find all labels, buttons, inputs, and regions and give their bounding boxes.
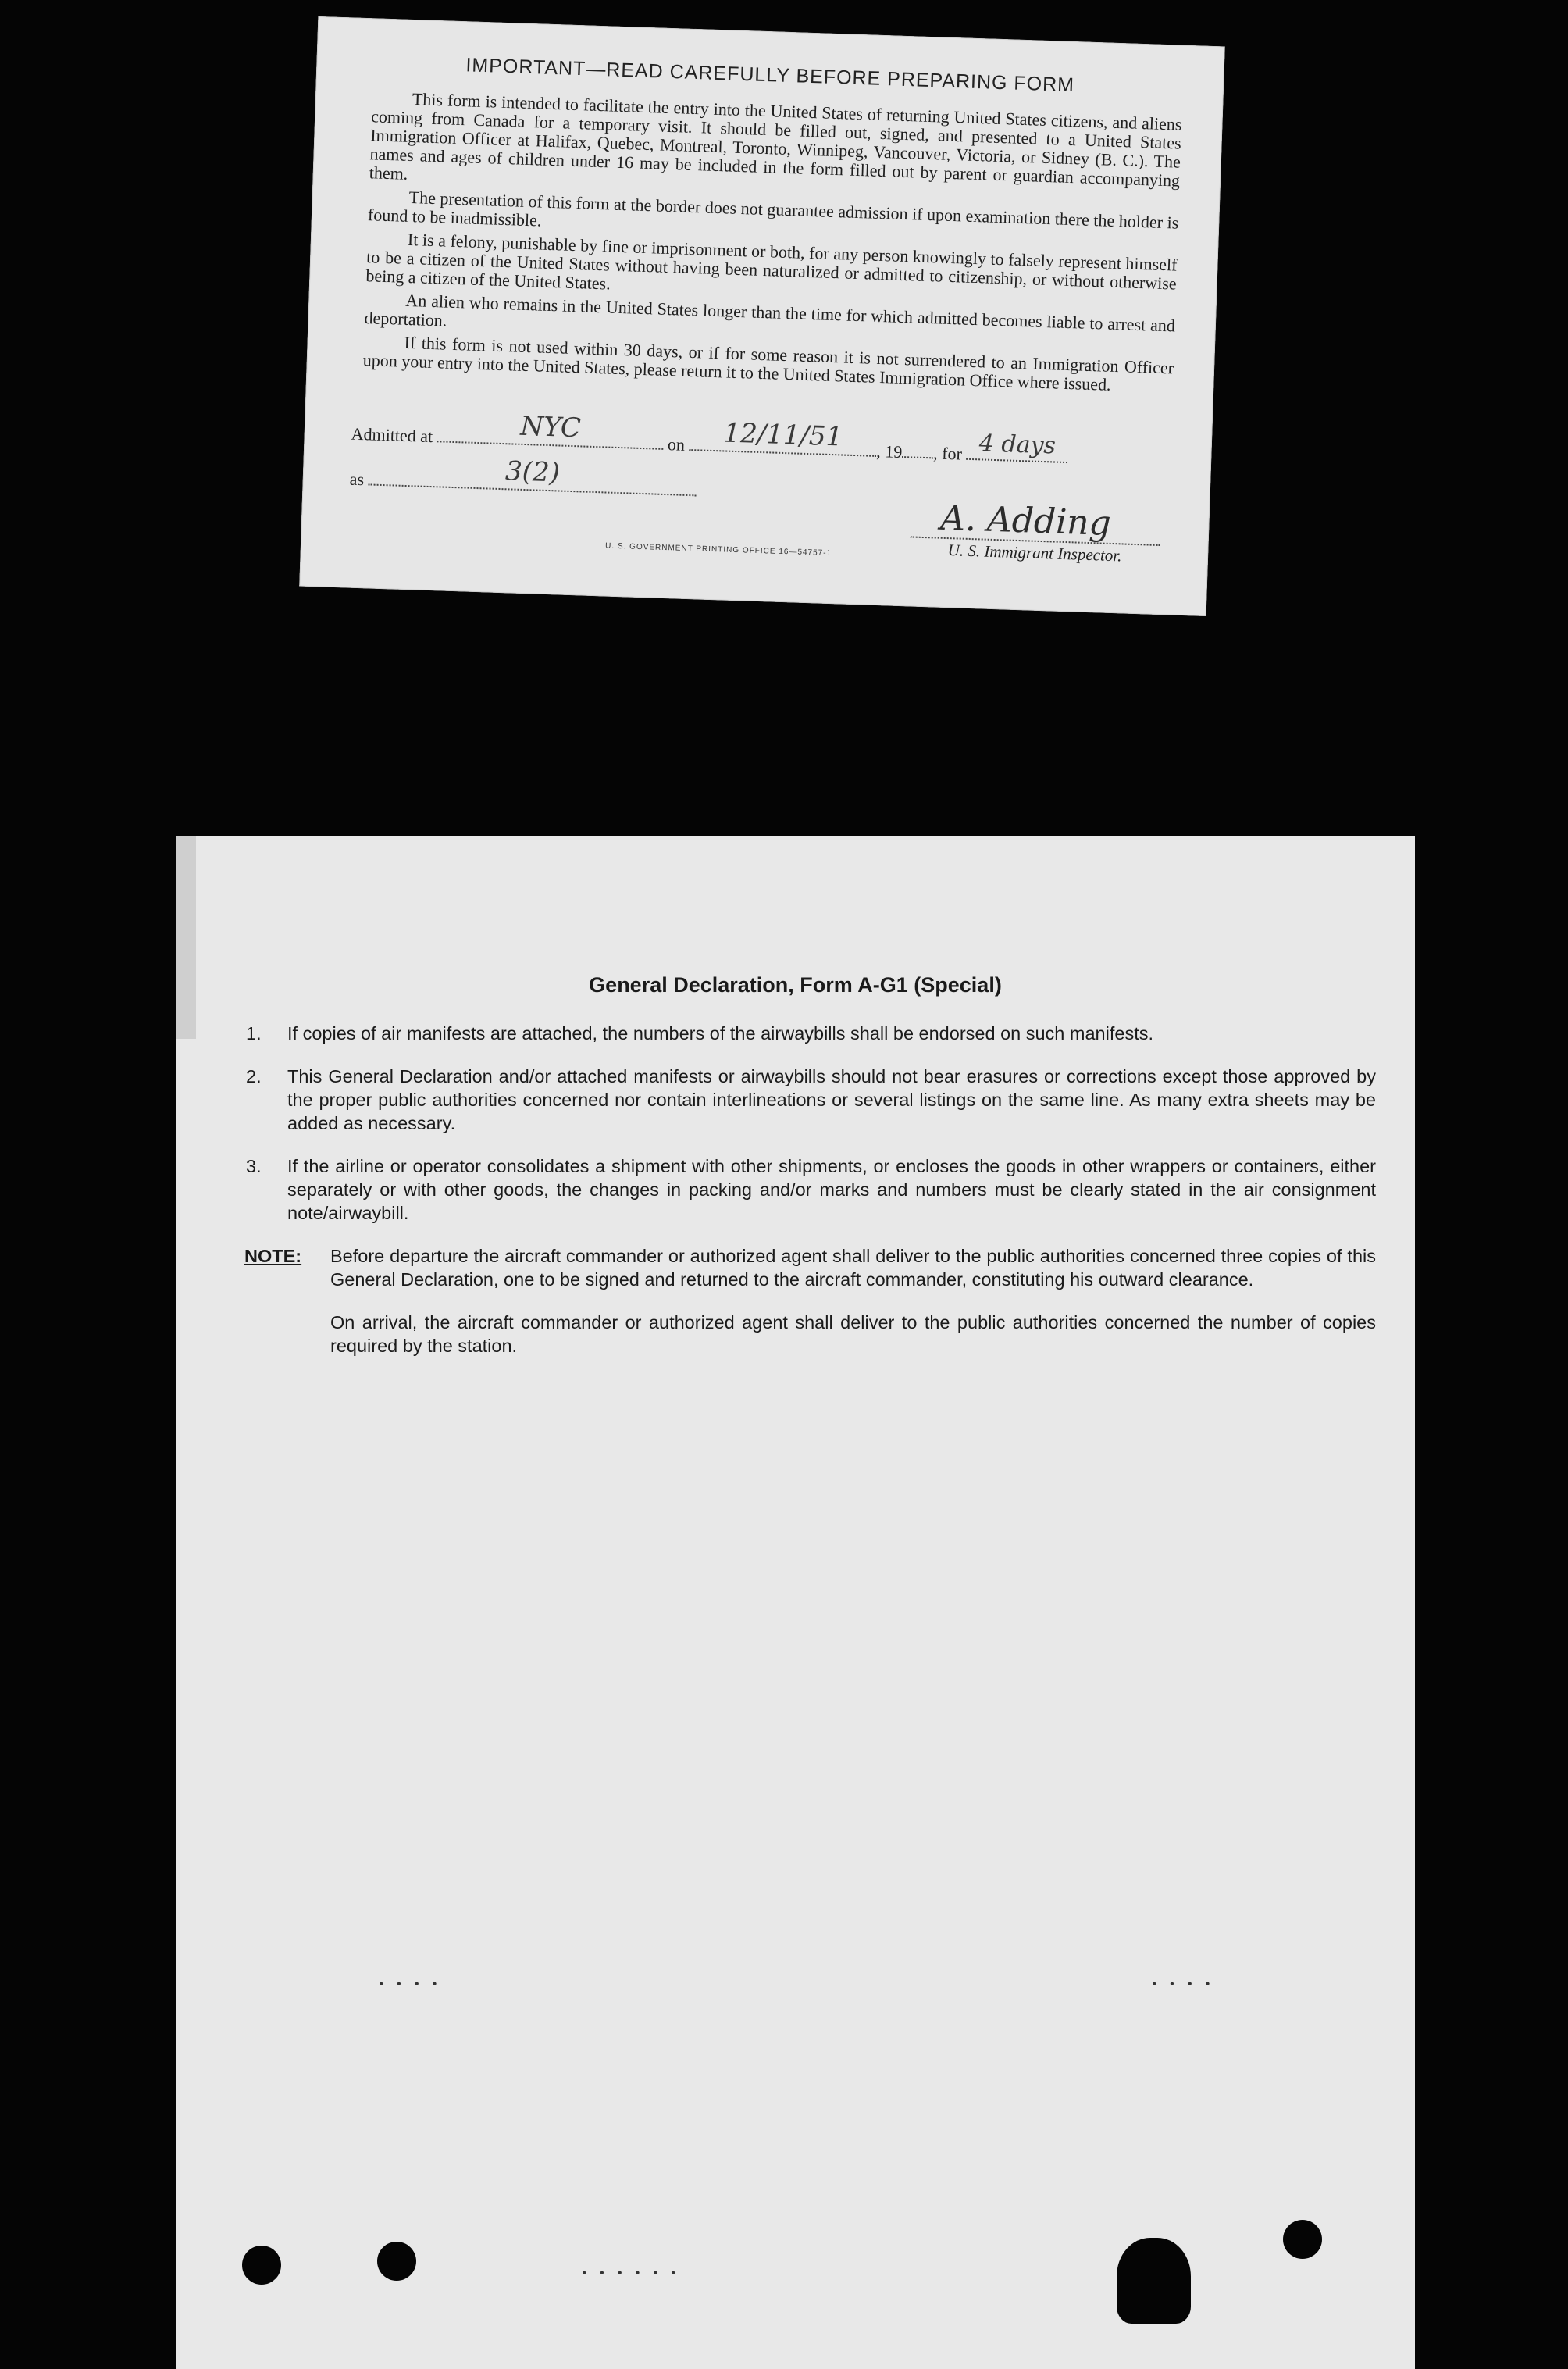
admitted-at-value: NYC <box>519 410 582 444</box>
note-label: NOTE: <box>244 1246 302 1266</box>
inspector-signature: A. Adding <box>939 498 1112 544</box>
card-paragraph: The presentation of this form at the border does not guarantee admission if upon examination there the holder is found to be inadmissible. <box>367 187 1179 233</box>
card-paragraph: If this form is not used within 30 days, or if for some reason it is not surrendered to an Immigration Officer upon your entry into the United States, please return it to the United States Immigration Office where issued. <box>362 332 1174 394</box>
general-declaration-sheet <box>176 836 1415 2369</box>
sheet-title: General Declaration, Form A-G1 (Special) <box>589 973 1002 997</box>
printing-office: U. S. GOVERNMENT PRINTING OFFICE 16—54757-1 <box>604 541 832 558</box>
year-field <box>902 436 934 458</box>
item-text: If copies of air manifests are attached, the numbers of the airwaybills shall be endorsed on such manifests. <box>287 1023 1153 1044</box>
punch-hole <box>242 2246 281 2285</box>
admitted-at-field <box>437 410 664 450</box>
punch-hole <box>377 2242 416 2281</box>
duration-field <box>966 430 1068 463</box>
inspector-label: U. S. Immigrant Inspector. <box>910 536 1160 567</box>
punch-hole <box>1283 2220 1322 2259</box>
margin-mark <box>41 1679 45 1714</box>
item-text: If the airline or operator consolidates a shipment with other shipments, or encloses the goods in other wrappers or containers, either separately or with other goods, the changes in packing and/or marks and numbers must be clearly stated in the air consignment note/airwaybill. <box>287 1156 1376 1223</box>
as-label: as <box>349 469 365 490</box>
specks: • • • • <box>1152 1976 1215 1992</box>
date-value: 12/11/51 <box>722 417 843 453</box>
on-label: on <box>667 434 686 455</box>
note-block <box>244 1244 1376 1377</box>
year-label: , 19 <box>875 441 903 462</box>
margin-mark <box>47 1765 52 1812</box>
card-body <box>362 88 1182 401</box>
item-number: 1. <box>246 1023 262 1044</box>
as-field <box>368 455 697 496</box>
as-value: 3(2) <box>504 455 561 489</box>
item-number: 2. <box>246 1066 262 1086</box>
specks: • • • • • • <box>582 2265 681 2281</box>
list-item <box>244 1154 1376 1225</box>
card-paragraph: It is a felony, punishable by fine or imprisonment or both, for any person knowingly to falsely represent himself to be a citizen of the United States without having been naturalized or admitted to citizenship, or without otherwise being a citizen of the United States. <box>365 229 1178 294</box>
for-label: , for <box>932 443 963 464</box>
note-paragraph: Before departure the aircraft commander or authorized agent shall deliver to the public authorities concerned three copies of this General Declaration, one to be signed and returned to the aircraft commander, constituting his outward clearance. <box>330 1246 1376 1290</box>
item-number: 3. <box>246 1156 262 1176</box>
list-item <box>244 1022 1376 1045</box>
card-paragraph: This form is intended to facilitate the entry into the United States of returning United States citizens, and aliens coming from Canada for a temporary visit. It should be filled out, signed, and presented to a United States Immigration Officer at Halifax, Quebec, Montreal, Toronto, Winnipeg, Vancouver, Victoria, or Sidney (B. C.). The names and ages of children under 16 may be included in the form filled out by parent or guardian accompanying them. <box>369 88 1182 191</box>
date-field <box>689 417 877 457</box>
margin-mark <box>37 1562 42 1586</box>
ink-blot <box>1117 2238 1191 2324</box>
list-item <box>244 1065 1376 1135</box>
card-header: IMPORTANT—READ CAREFULLY BEFORE PREPARING FORM <box>465 54 1075 97</box>
item-text: This General Declaration and/or attached manifests or airwaybills should not bear erasures or corrections except those approved by the proper public authorities concerned nor contain interlineations or several listings on the same line. As many extra sheets may be added as necessary. <box>287 1066 1376 1133</box>
specks: • • • • <box>379 1976 442 1992</box>
declaration-items <box>244 1022 1376 1377</box>
note-paragraph: On arrival, the aircraft commander or authorized agent shall deliver to the public authorities concerned the number of copies required by the station. <box>330 1312 1376 1356</box>
duration-value: 4 days <box>978 430 1057 460</box>
note-text <box>330 1244 1376 1377</box>
sheet-fold <box>176 836 196 1039</box>
immigration-card <box>299 16 1225 616</box>
admitted-at-label: Admitted at <box>351 423 433 447</box>
card-paragraph: An alien who remains in the United States longer than the time for which admitted becomes liable to arrest and deportation. <box>364 290 1176 336</box>
